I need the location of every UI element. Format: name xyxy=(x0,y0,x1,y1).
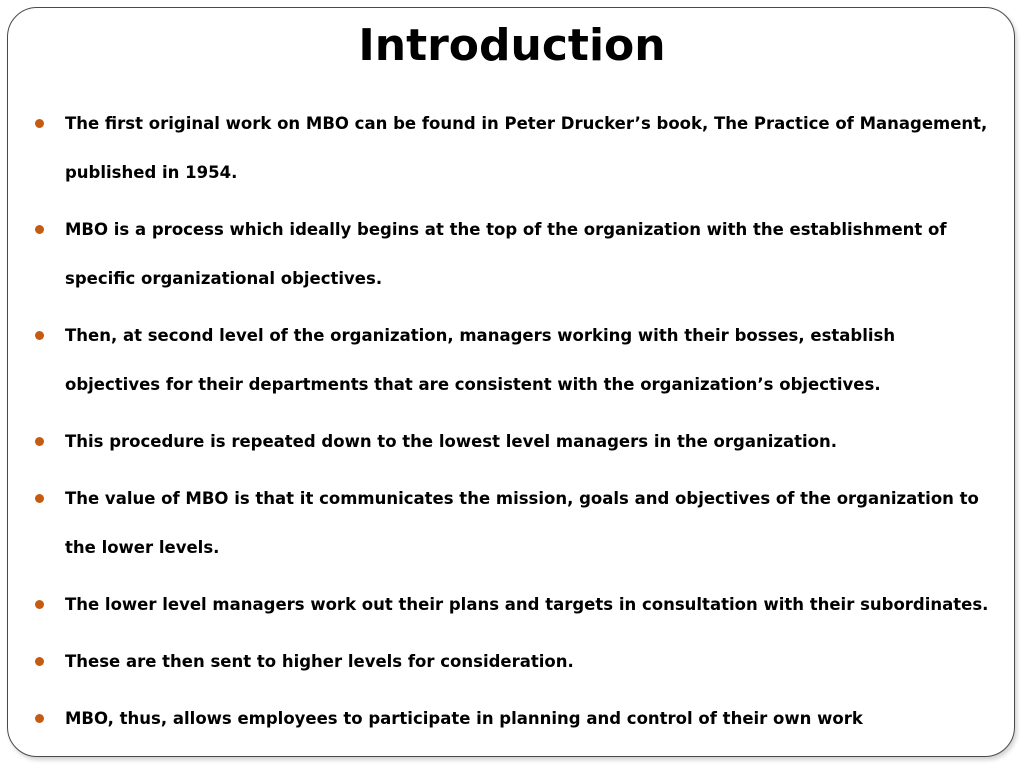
slide-title: Introduction xyxy=(358,20,666,71)
bullet-text: These are then sent to higher levels for consideration. xyxy=(65,652,574,671)
bullet-dot-icon xyxy=(35,119,44,128)
bullet-dot-icon xyxy=(35,600,44,609)
bullet-text: The lower level managers work out their plans and targets in consultation with their subordinates. xyxy=(65,595,989,614)
bullet-text: The value of MBO is that it communicates the mission, goals and objectives of the organization to the lower levels. xyxy=(65,489,979,557)
bullet-dot-icon xyxy=(35,331,44,340)
bullet-dot-icon xyxy=(35,225,44,234)
bullet-text: The first original work on MBO can be found in Peter Drucker’s book, The Practice of Management, published in 1954. xyxy=(65,114,988,182)
bullet-text: MBO is a process which ideally begins at the top of the organization with the establishment of specific organizational objectives. xyxy=(65,220,947,288)
bullet-dot-icon xyxy=(35,657,44,666)
bullet-dot-icon xyxy=(35,494,44,503)
bullet-text: MBO, thus, allows employees to participate in planning and control of their own work xyxy=(65,709,863,728)
bullet-text: This procedure is repeated down to the lowest level managers in the organization. xyxy=(65,432,837,451)
bullet-text: Then, at second level of the organization, managers working with their bosses, establish objectives for their departments that are consistent with the organization’s objectives. xyxy=(65,326,896,394)
bullet-dot-icon xyxy=(35,437,44,446)
bullet-dot-icon xyxy=(35,714,44,723)
